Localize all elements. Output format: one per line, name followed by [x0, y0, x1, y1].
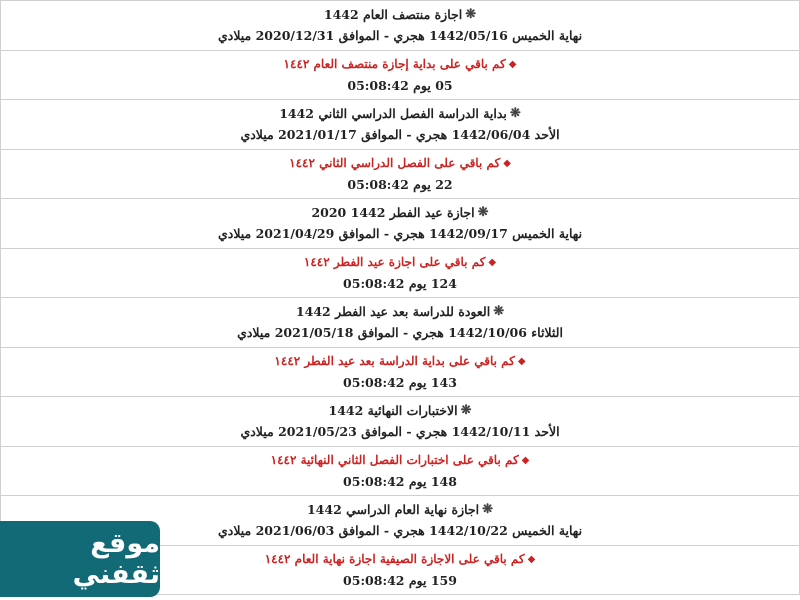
- countdown-row: [0, 348, 800, 398]
- event-date: الأحد 1442/06/04 هجري - الموافق 2021/01/17 ميلادي: [240, 127, 560, 143]
- countdown-remaining: 124 يوم 05:08:42: [343, 275, 457, 291]
- diamond-icon: ◆: [488, 256, 497, 268]
- event-date: نهاية الخميس 1442/09/17 هجري - الموافق 2021/04/29 ميلادي: [217, 226, 583, 242]
- event-title: العودة للدراسة بعد عيد الفطر 1442: [295, 304, 491, 320]
- snowflake-icon: ❋: [465, 7, 477, 23]
- watermark-text: موقع ثقفني: [72, 528, 160, 590]
- event-date: نهاية الخميس 1442/05/16 هجري - الموافق 2020/12/31 ميلادي: [217, 28, 583, 44]
- event-title-line: [329, 400, 472, 421]
- event-row: [0, 1, 800, 51]
- countdown-title: كم باقي على الفصل الدراسي الثاني ١٤٤٢: [289, 155, 501, 170]
- event-title: اجازة منتصف العام 1442: [323, 7, 463, 23]
- countdown-title-line: [265, 549, 536, 570]
- countdown-remaining: 159 يوم 05:08:42: [343, 572, 457, 588]
- event-date: نهاية الخميس 1442/10/22 هجري - الموافق 2021/06/03 ميلادي: [217, 523, 583, 539]
- diamond-icon: ◆: [517, 355, 526, 367]
- event-title: اجازة نهاية العام الدراسي 1442: [306, 502, 480, 518]
- diamond-icon: ◆: [521, 454, 530, 466]
- countdown-remaining: 148 يوم 05:08:42: [343, 473, 457, 489]
- event-row: [0, 100, 800, 150]
- diamond-icon: ◆: [527, 553, 536, 565]
- countdown-title-line: [284, 54, 517, 75]
- countdown-title-line: [271, 450, 530, 471]
- countdown-row: [0, 447, 800, 497]
- snowflake-icon: ❋: [477, 205, 489, 221]
- countdown-title: كم باقي على بداية الدراسة بعد عيد الفطر ١٤٤٢: [274, 353, 515, 368]
- event-row: [0, 199, 800, 249]
- countdown-remaining: 143 يوم 05:08:42: [343, 374, 457, 390]
- event-row: [0, 298, 800, 348]
- event-row: [0, 397, 800, 447]
- countdown-remaining: 22 يوم 05:08:42: [347, 176, 453, 192]
- countdown-title: كم باقي على بداية إجازة منتصف العام ١٤٤٢: [283, 56, 506, 71]
- event-title-line: [324, 4, 476, 25]
- countdown-title: كم باقي على اختبارات الفصل الثاني النهائية ١٤٤٢: [270, 452, 519, 467]
- countdown-row: [0, 51, 800, 101]
- event-title-line: [311, 202, 488, 223]
- event-title-line: [279, 103, 521, 124]
- event-date: الثلاثاء 1442/10/06 هجري - الموافق 2021/05/18 ميلادي: [237, 325, 563, 341]
- site-watermark: [0, 521, 160, 597]
- countdown-title-line: [274, 351, 525, 372]
- diamond-icon: ◆: [508, 58, 517, 70]
- countdown-remaining: 05 يوم 05:08:42: [347, 77, 453, 93]
- event-date: الأحد 1442/10/11 هجري - الموافق 2021/05/23 ميلادي: [240, 424, 560, 440]
- countdown-title: كم باقي على الاجازة الصيفية اجازة نهاية العام ١٤٤٢: [264, 551, 525, 566]
- event-title: الاختبارات النهائية 1442: [328, 403, 458, 419]
- event-title-line: [296, 301, 504, 322]
- countdown-title: كم باقي على اجازة عيد الفطر ١٤٤٢: [303, 254, 486, 269]
- snowflake-icon: ❋: [482, 502, 494, 518]
- event-title: بداية الدراسة الفصل الدراسي الثاني 1442: [279, 106, 507, 122]
- event-title: اجازة عيد الفطر 1442 2020: [311, 205, 475, 221]
- countdown-title-line: [289, 153, 511, 174]
- countdown-title-line: [304, 252, 496, 273]
- countdown-row: [0, 249, 800, 299]
- countdown-row: [0, 150, 800, 200]
- event-title-line: [307, 499, 493, 520]
- diamond-icon: ◆: [503, 157, 511, 169]
- snowflake-icon: ❋: [493, 304, 505, 320]
- snowflake-icon: ❋: [460, 403, 472, 419]
- snowflake-icon: ❋: [509, 106, 521, 122]
